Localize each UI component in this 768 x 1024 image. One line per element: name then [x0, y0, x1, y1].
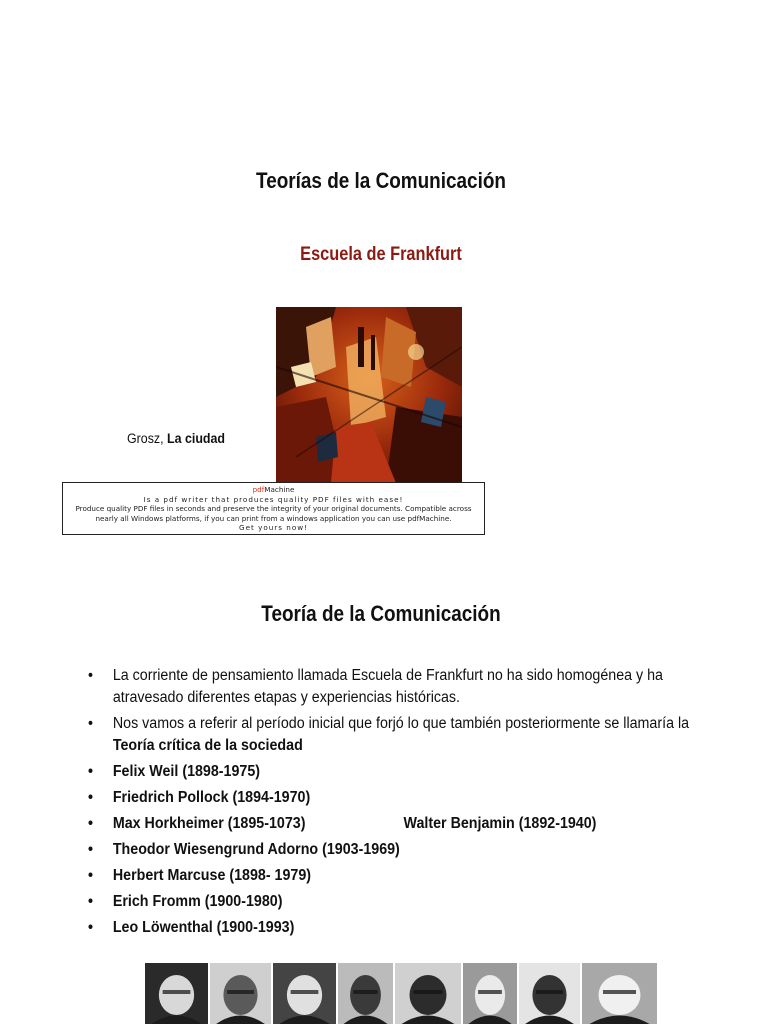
list-item — [88, 761, 702, 783]
intro-text-2-bold: Teoría crítica de la sociedad — [112, 737, 303, 754]
page-title: Teorías de la Comunicación — [256, 168, 506, 193]
pdfmachine-brand — [63, 485, 484, 495]
painting-caption — [127, 431, 225, 446]
brand-pdf: pdf — [252, 485, 265, 494]
caption-title: La ciudad — [167, 431, 226, 446]
banner-line-3: nearly all Windows platforms, if you can print from a windows application you can use pdfMachine. — [95, 513, 452, 523]
bullet-icon: • — [88, 715, 94, 732]
bullet-icon: • — [88, 867, 94, 884]
list-item — [88, 891, 702, 913]
bullet-icon: • — [88, 815, 94, 832]
list-item — [88, 665, 702, 709]
member-name: Theodor Wiesengrund Adorno (1903-1969) — [112, 841, 400, 858]
portrait-photo — [519, 963, 580, 1024]
portrait-photo — [463, 963, 517, 1024]
portrait-photo — [145, 963, 208, 1024]
list-item — [88, 813, 702, 835]
portrait-photo — [273, 963, 336, 1024]
member-name: Max Horkheimer (1895-1073) — [112, 815, 306, 832]
portrait-photo — [582, 963, 657, 1024]
banner-line-1: Is a pdf writer that produces quality PDF files with ease! — [143, 494, 404, 504]
section-title: Teoría de la Comunicación — [261, 601, 501, 626]
pdfmachine-banner[interactable] — [62, 482, 485, 535]
bullet-icon: • — [88, 667, 94, 684]
banner-line-2: Produce quality PDF files in seconds and preserve the integrity of your original documents. Compatible across — [75, 504, 472, 514]
intro-text-1: La corriente de pensamiento llamada Escuela de Frankfurt no ha sido homogénea y ha atravesado diferentes etapas y experiencias históricas. — [112, 667, 663, 706]
portrait-photo — [338, 963, 393, 1024]
painting-image — [276, 307, 462, 483]
list-item — [88, 917, 702, 939]
painting-art — [276, 307, 462, 483]
portrait-strip — [145, 963, 673, 1024]
bullet-icon: • — [88, 789, 94, 806]
bullet-list — [88, 665, 688, 943]
bullet-icon: • — [88, 893, 94, 910]
member-name: Herbert Marcuse (1898- 1979) — [112, 867, 311, 884]
bullet-icon: • — [88, 763, 94, 780]
list-item — [88, 713, 702, 757]
bullet-icon: • — [88, 841, 94, 858]
banner-line-4: Get yours now! — [239, 523, 308, 533]
member-name: Erich Fromm (1900-1980) — [112, 893, 283, 910]
list-item — [88, 865, 702, 887]
brand-machine: Machine — [264, 485, 295, 494]
bullet-icon: • — [88, 919, 94, 936]
member-name: Leo Löwenthal (1900-1993) — [112, 919, 295, 936]
member-name: Friedrich Pollock (1894-1970) — [112, 789, 311, 806]
portrait-photo — [395, 963, 461, 1024]
list-item — [88, 787, 702, 809]
caption-prefix: Grosz, — [127, 431, 168, 446]
member-name-extra: Walter Benjamin (1892-1940) — [403, 815, 597, 832]
intro-text-2: Nos vamos a referir al período inicial que forjó lo que también posteriormente se llamaría la — [112, 715, 690, 732]
list-item — [88, 839, 702, 861]
member-name: Felix Weil (1898-1975) — [112, 763, 261, 780]
portrait-photo — [210, 963, 271, 1024]
page-subtitle: Escuela de Frankfurt — [300, 244, 462, 265]
